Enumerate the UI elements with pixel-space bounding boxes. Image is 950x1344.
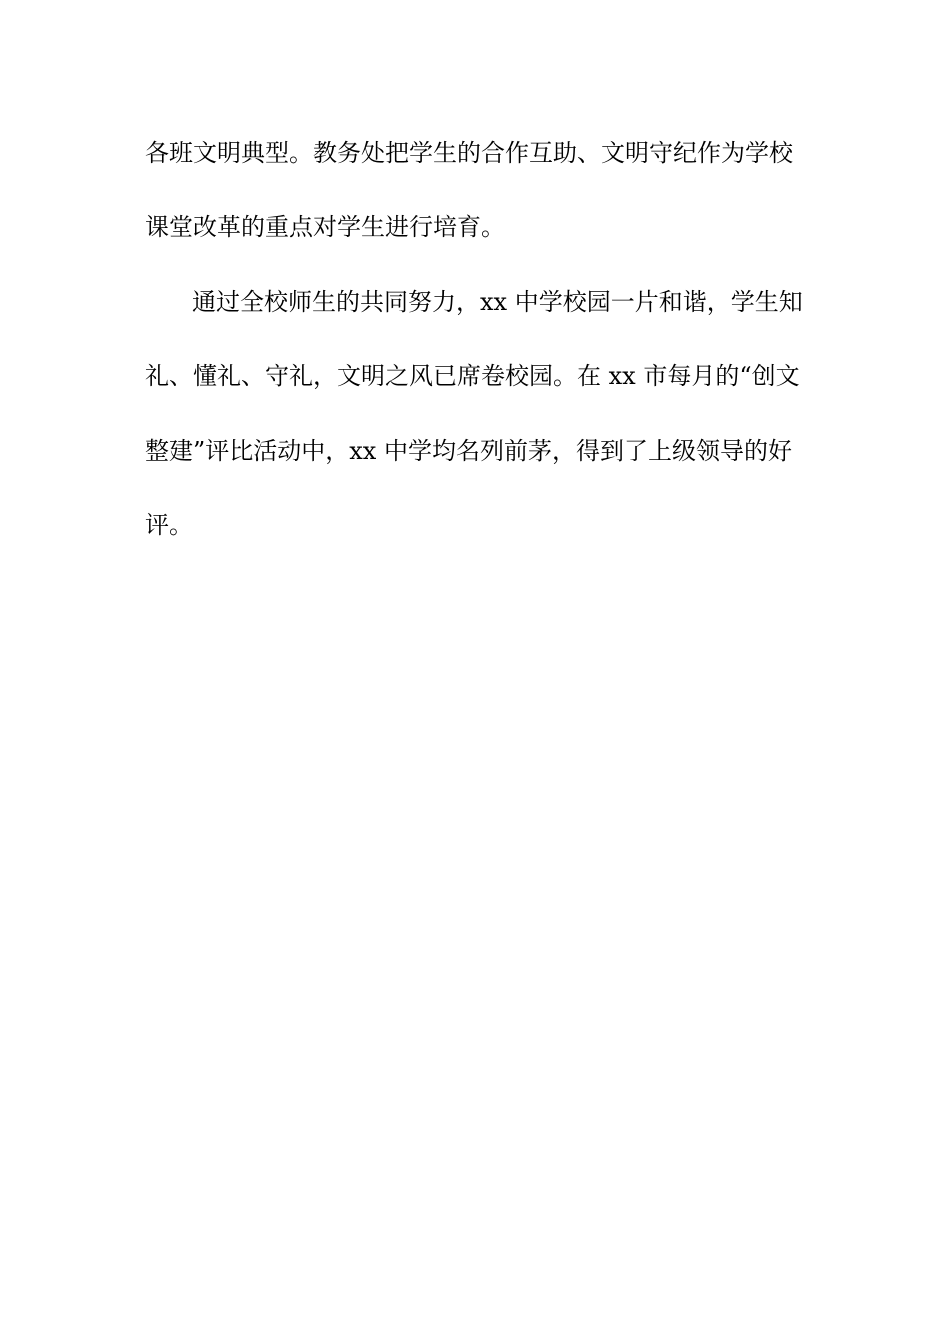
paragraph-2-line-4: 评。 — [145, 511, 193, 539]
paragraph-1-line-1: 各班文明典型。教务处把学生的合作互助、文明守纪作为学校 — [145, 139, 793, 167]
paragraph-1-line-2: 课堂改革的重点对学生进行培育。 — [145, 213, 505, 241]
paragraph-2-line-2: 礼、懂礼、守礼，文明之风已席卷校园。在 xx 市每月的“创文 — [145, 362, 800, 390]
paragraph-2-line-3: 整建”评比活动中，xx 中学均名列前茅，得到了上级领导的好 — [145, 437, 792, 465]
paragraph-2-line-1: 通过全校师生的共同努力，xx 中学校园一片和谐，学生知 — [192, 288, 803, 316]
